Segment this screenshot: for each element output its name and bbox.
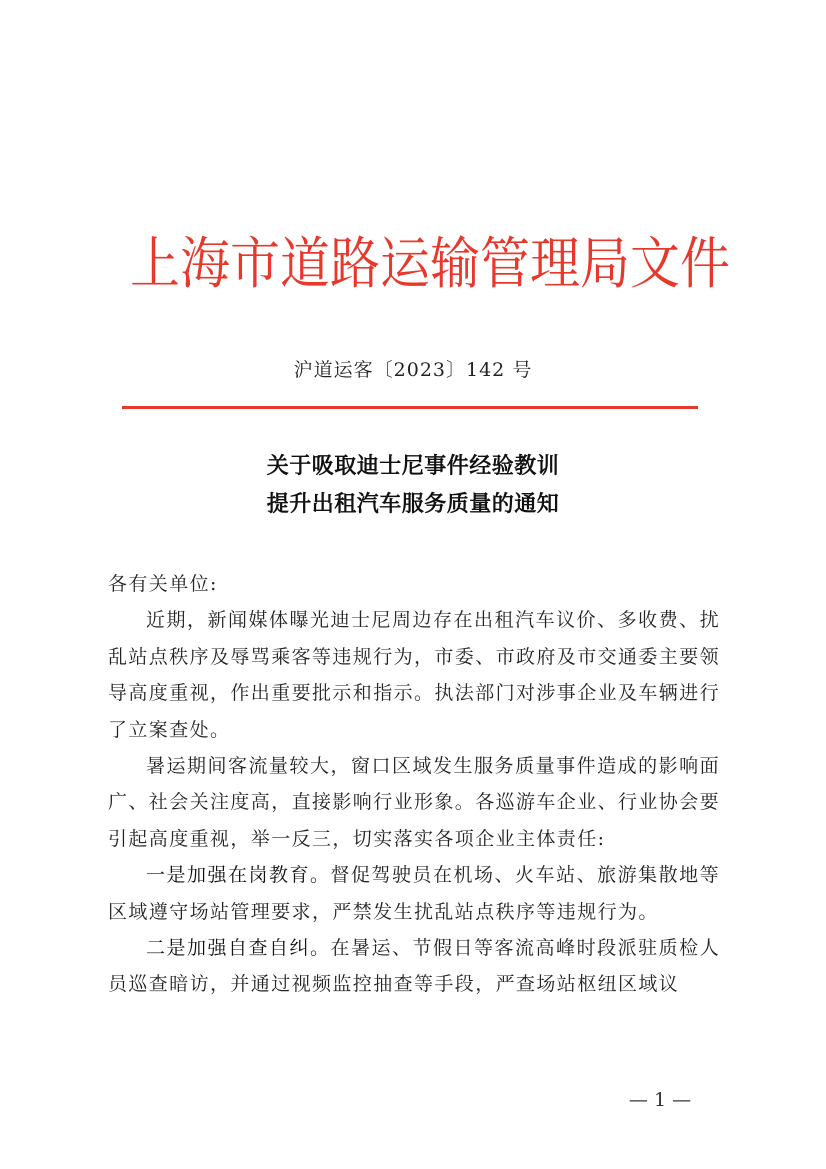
paragraph-3-lead: 一是加强在岗教育。: [146, 864, 331, 887]
red-divider-rule: [122, 406, 698, 409]
paragraph-4-text: 在暑运、节假日等客流高峰时段派驻质检人员巡查暗访，并通过视频监控抽查等手段，严查场站枢纽区域议: [108, 937, 720, 996]
paragraph-2: [108, 748, 720, 857]
paragraph-1-text: 近期，新闻媒体曝光迪士尼周边存在出租汽车议价、多收费、扰乱站点秩序及辱骂乘客等违规行为，市委、市政府及市交通委主要领导高度重视，作出重要批示和指示。执法部门对涉事企业及车辆进行了立案查处。: [108, 609, 721, 741]
paragraph-1: [108, 602, 720, 748]
salutation: 各有关单位:: [108, 573, 218, 595]
paragraph-4: [108, 930, 720, 1003]
paragraph-4-lead: 二是加强自查自纠。: [146, 937, 331, 960]
page-number: — 1 —: [628, 1089, 692, 1111]
notice-body: [108, 566, 720, 1003]
notice-title: [0, 448, 826, 524]
paragraph-3: [108, 857, 720, 930]
notice-title-line-2: 提升出租汽车服务质量的通知: [266, 492, 560, 517]
document-number: 沪道运客〔2023〕142 号: [293, 359, 533, 381]
notice-title-line-1: 关于吸取迪士尼事件经验教训: [266, 454, 560, 479]
paragraph-2-text: 暑运期间客流量较大，窗口区域发生服务质量事件造成的影响面广、社会关注度高，直接影响行业形象。各巡游车企业、行业协会要引起高度重视，举一反三，切实落实各项企业主体责任:: [108, 755, 721, 850]
masthead-title: 上海市道路运输管理局文件: [130, 231, 730, 297]
paragraph-3-text: 督促驾驶员在机场、火车站、旅游集散地等区域遵守场站管理要求，严禁发生扰乱站点秩序等违规行为。: [108, 864, 720, 923]
